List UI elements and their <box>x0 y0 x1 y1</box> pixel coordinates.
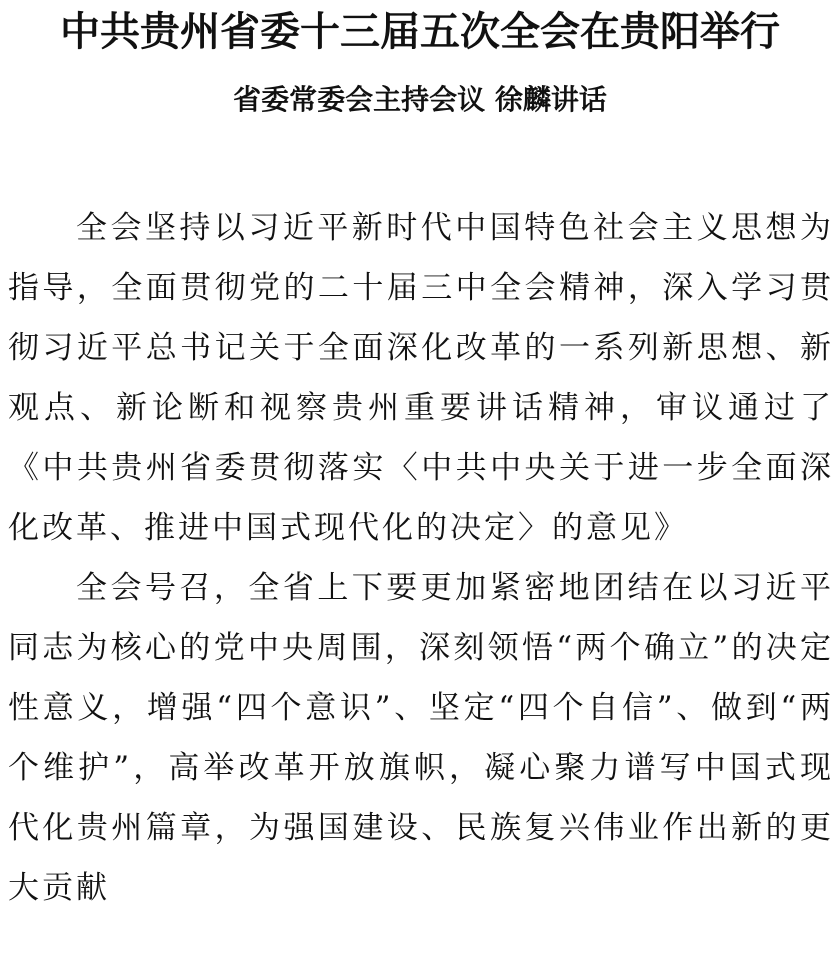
paragraph: 全会坚持以习近平新时代中国特色社会主义思想为指导，全面贯彻党的二十届三中全会精神，深入学习贯彻习近平总书记关于全面深化改革的一系列新思想、新观点、新论断和视察贵州重要讲话精神，审议通过了《中共贵州省委贯彻落实〈中共中央关于进一步全面深化改革、推进中国式现代化的决定〉的意见》 <box>8 210 834 546</box>
subtitle: 省委常委会主持会议 徐麟讲话 <box>233 83 607 116</box>
headline: 中共贵州省委十三届五次全会在贵阳举行 <box>60 8 780 55</box>
article-body <box>8 198 834 918</box>
paragraph: 全会号召，全省上下要更加紧密地团结在以习近平同志为核心的党中央周围，深刻领悟“两个确立”的决定性意义，增强“四个意识”、坚定“四个自信”、做到“两个维护”，高举改革开放旗帜，凝心聚力谱写中国式现代化贵州篇章，为强国建设、民族复兴伟业作出新的更大贡献 <box>8 570 834 906</box>
